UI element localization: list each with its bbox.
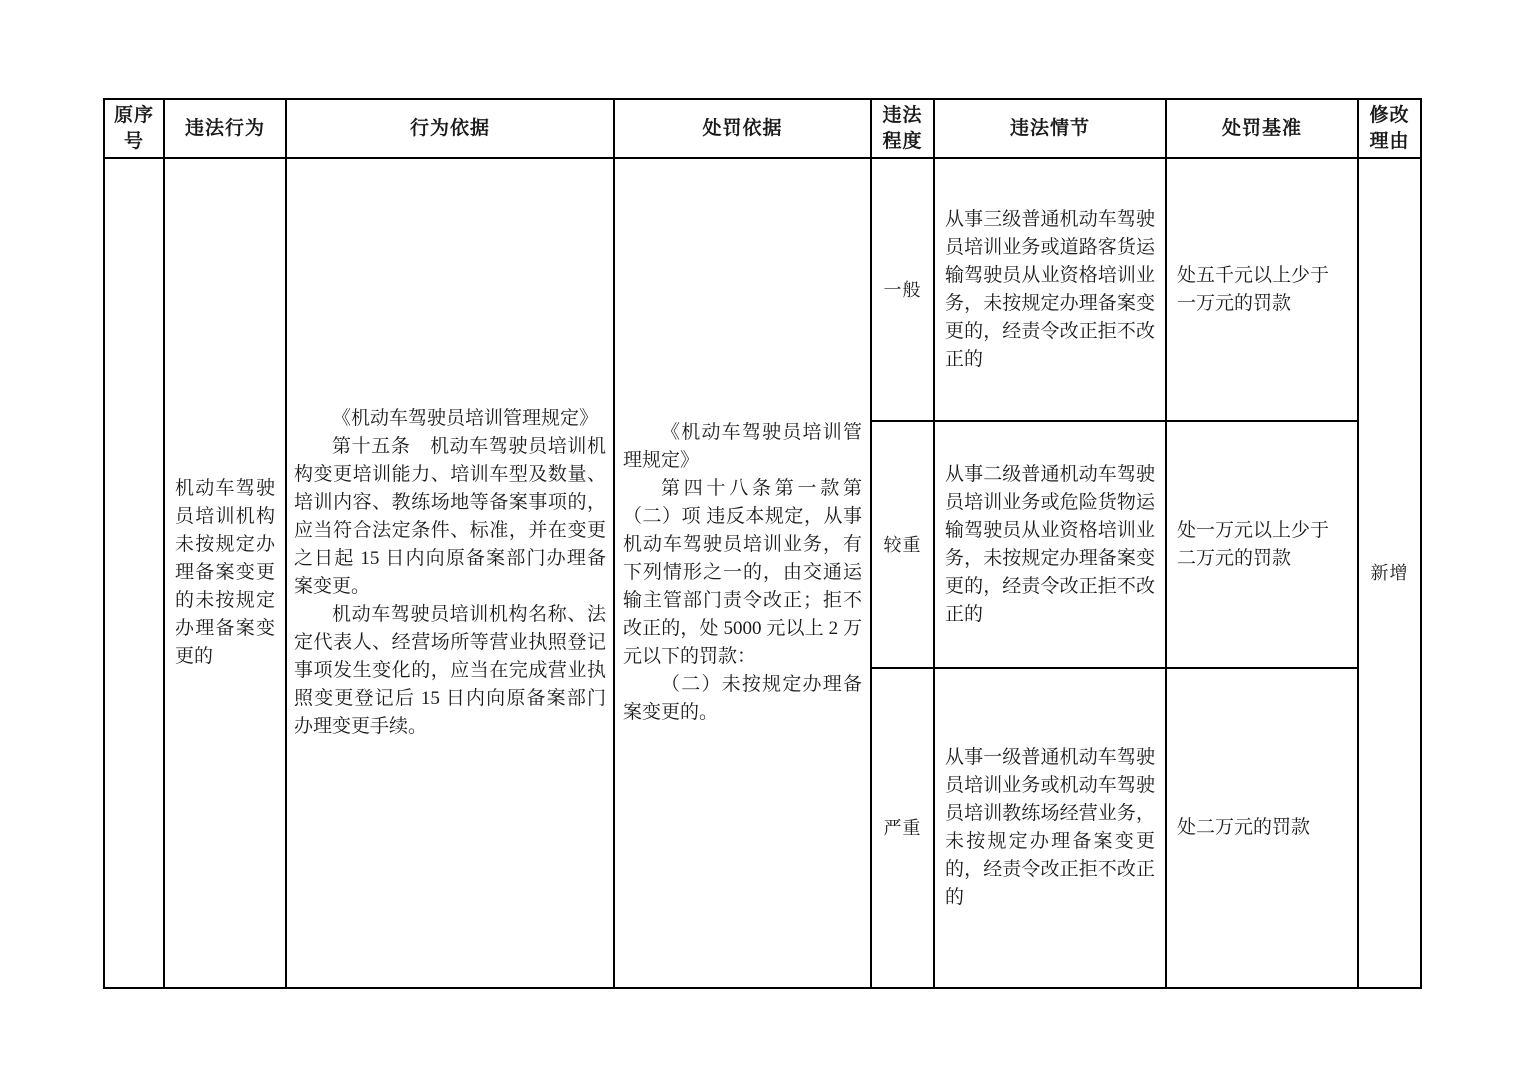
- cell-benchmark-general: 处五千元以上少于一万元的罚款: [1166, 158, 1358, 421]
- cell-illegal-behavior: 机动车驾驶员培训机构未按规定办理备案变更的未按规定办理备案变更的: [164, 158, 286, 988]
- cell-circumstance-moderate: 从事二级普通机动车驾驶员培训业务或危险货物运输驾驶员从业资格培训业务，未按规定办理备案变更的，经责令改正拒不改正的: [934, 421, 1166, 668]
- table-header-row: [104, 99, 1421, 158]
- cell-circumstance-general: 从事三级普通机动车驾驶员培训业务或道路客货运输驾驶员从业资格培训业务，未按规定办理备案变更的，经责令改正拒不改正的: [934, 158, 1166, 421]
- cell-original-seq: [104, 158, 164, 988]
- header-illegal-behavior: 违法行为: [164, 99, 286, 158]
- cell-modification-reason: 新增: [1358, 158, 1421, 988]
- behavior-basis-paragraph2: 机动车驾驶员培训机构名称、法定代表人、经营场所等营业执照登记事项发生变化的，应当在完成营业执照变更登记后 15 日内向原备案部门办理变更手续。: [294, 604, 606, 737]
- penalty-basis-item2: （二）未按规定办理备案变更的。: [623, 674, 862, 723]
- header-behavior-basis: 行为依据: [286, 99, 614, 158]
- cell-penalty-basis: [614, 158, 871, 988]
- behavior-basis-article15: 第十五条 机动车驾驶员培训机构变更培训能力、培训车型及数量、培训内容、教练场地等备案事项的，应当符合法定条件、标准，并在变更之日起 15 日内向原备案部门办理备案变更。: [294, 436, 606, 597]
- cell-degree-moderate: 较重: [871, 421, 934, 668]
- cell-benchmark-moderate: 处一万元以上少于二万元的罚款: [1166, 421, 1358, 668]
- cell-degree-severe: 严重: [871, 668, 934, 988]
- cell-circumstance-severe: 从事一级普通机动车驾驶员培训业务或机动车驾驶员培训教练场经营业务，未按规定办理备案变更的，经责令改正拒不改正的: [934, 668, 1166, 988]
- header-reason: 修改理由: [1358, 99, 1421, 158]
- header-penalty-basis: 处罚依据: [614, 99, 871, 158]
- header-original-seq: 原序号: [104, 99, 164, 158]
- behavior-basis-title: 《机动车驾驶员培训管理规定》: [332, 408, 599, 429]
- header-benchmark: 处罚基准: [1166, 99, 1358, 158]
- header-severity: 违法程度: [871, 99, 934, 158]
- cell-degree-general: 一般: [871, 158, 934, 421]
- penalty-basis-title: 《机动车驾驶员培训管理规定》: [623, 422, 862, 471]
- header-circumstance: 违法情节: [934, 99, 1166, 158]
- penalty-basis-article48: 第四十八条第一款第（二）项 违反本规定，从事机动车驾驶员培训业务，有下列情形之一的，由交通运输主管部门责令改正；拒不改正的，处 5000 元以上 2 万元以下的罚款：: [623, 478, 862, 667]
- table-row-general: [104, 158, 1421, 421]
- cell-behavior-basis: [286, 158, 614, 988]
- cell-benchmark-severe: 处二万元的罚款: [1166, 668, 1358, 988]
- regulation-table: [103, 98, 1422, 989]
